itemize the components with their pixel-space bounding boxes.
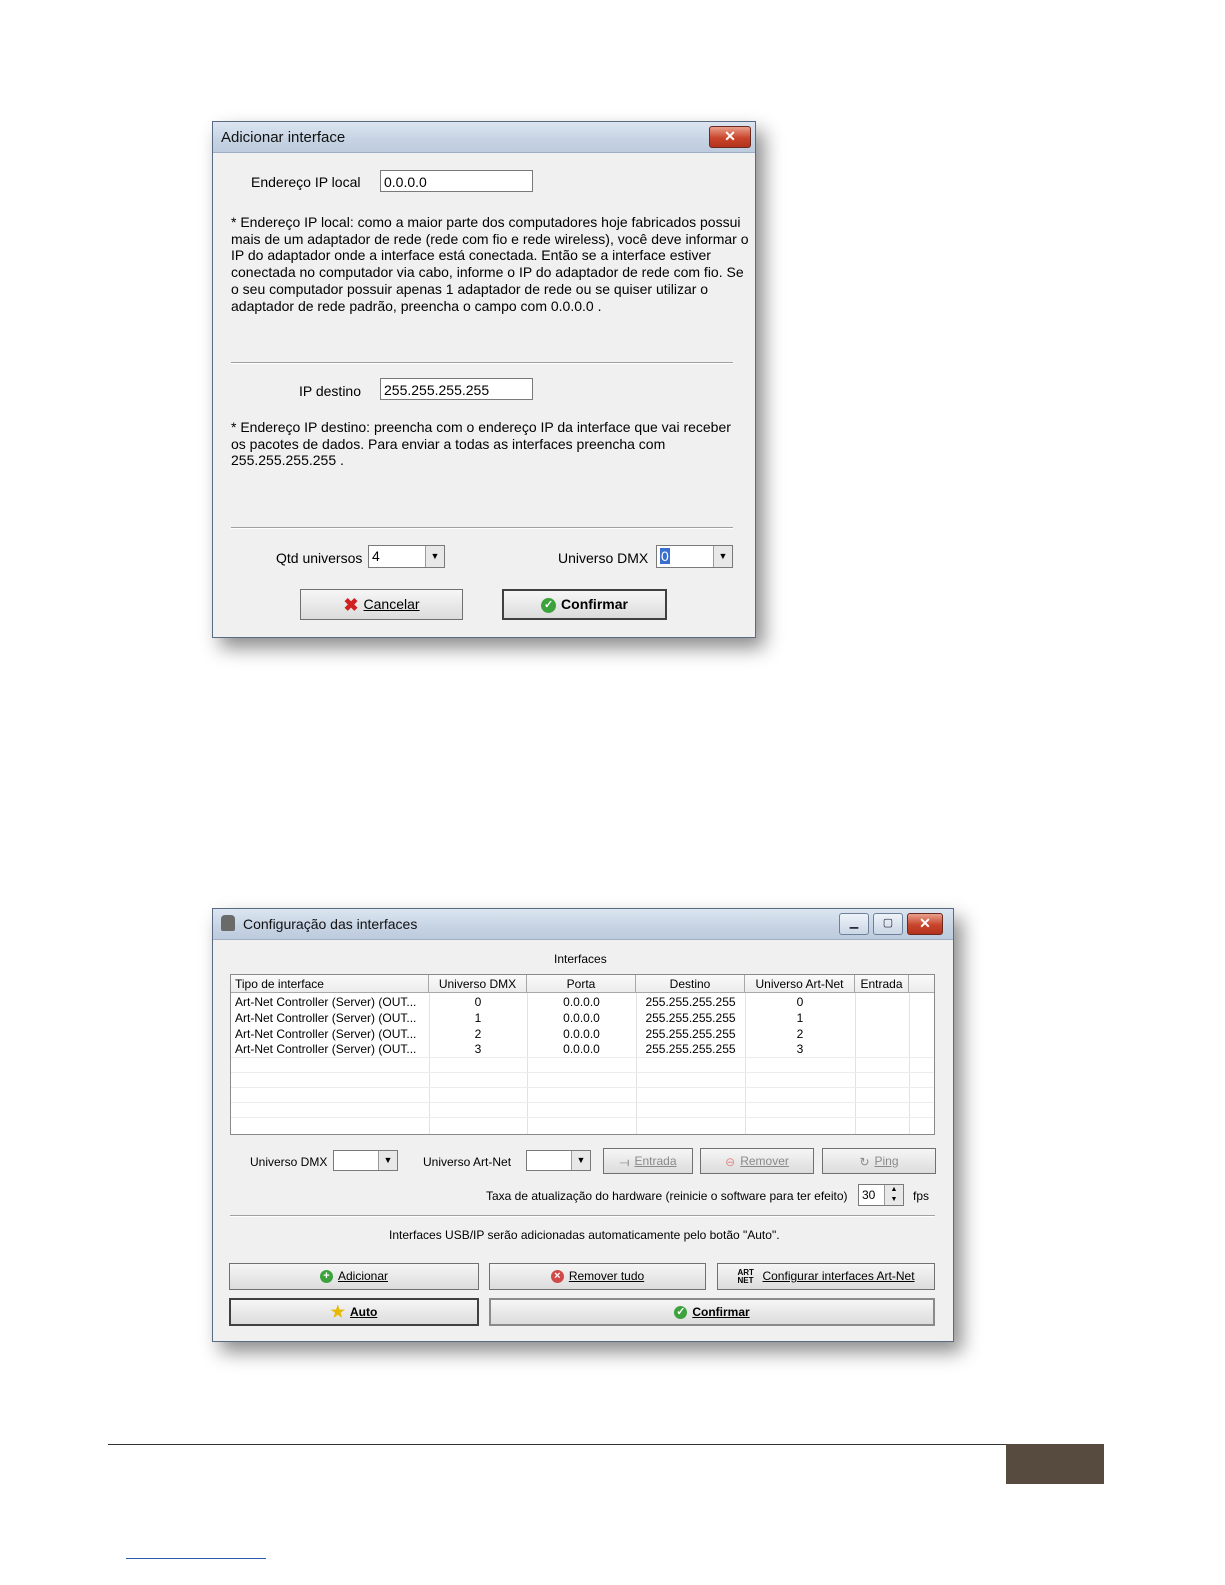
titlebar (213, 909, 953, 940)
cancel-label: Cancelar (363, 596, 420, 612)
artnet-universe-label: Universo Art-Net (423, 1155, 512, 1169)
ping-button[interactable] (822, 1148, 936, 1174)
column-header[interactable]: Universo DMX (429, 975, 527, 993)
cell-destination: 255.255.255.255 (645, 995, 736, 1009)
remover-button[interactable] (700, 1148, 814, 1174)
close-button[interactable]: ✕ (907, 913, 943, 935)
configure-artnet-button[interactable] (717, 1263, 935, 1290)
divider (231, 527, 733, 529)
cell-type: Art-Net Controller (Server) (OUT... (235, 1027, 417, 1041)
cell-destination: 255.255.255.255 (645, 1042, 736, 1056)
close-button[interactable]: ✕ (709, 126, 751, 148)
table-row[interactable] (231, 1011, 935, 1026)
column-header[interactable]: Destino (636, 975, 745, 993)
cell-input (855, 995, 909, 1010)
cell-input (855, 1042, 909, 1057)
refresh-rate-value: 30 (862, 1188, 876, 1202)
universes-select[interactable] (368, 545, 445, 568)
arrow-up-icon[interactable]: ▲ (884, 1185, 903, 1195)
remove-icon: × (551, 1270, 564, 1283)
cell-dmx-universe: 2 (474, 1027, 482, 1041)
grid-line (231, 1102, 934, 1103)
remove-all-label: Remover tudo (568, 1269, 645, 1283)
add-button[interactable] (229, 1263, 479, 1290)
dialog-add-interface (212, 121, 756, 638)
remove-all-button[interactable] (489, 1263, 706, 1290)
table-row[interactable] (231, 995, 935, 1010)
close-icon: ✖ (343, 594, 359, 615)
app-icon (221, 915, 235, 931)
usb-note: Interfaces USB/IP serão adicionadas automaticamente pelo botão "Auto". (389, 1228, 780, 1242)
divider (231, 362, 733, 364)
maximize-button[interactable]: ▢ (873, 913, 903, 935)
dmx-universe-label: Universo DMX (558, 550, 649, 566)
footer-rule (108, 1444, 1008, 1445)
chevron-down-icon[interactable]: ▼ (378, 1151, 397, 1170)
dialog-title: Configuração das interfaces (243, 916, 418, 932)
cell-port: 0.0.0.0 (563, 1027, 600, 1041)
checkmark-icon: ✓ (541, 598, 556, 613)
column-header[interactable]: Porta (527, 975, 636, 993)
titlebar (213, 122, 755, 153)
local-ip-label: Endereço IP local (251, 174, 361, 190)
add-icon: + (320, 1270, 333, 1283)
cell-artnet-universe: 2 (796, 1027, 804, 1041)
dialog-interface-config (212, 908, 954, 1342)
dmx-universe-label: Universo DMX (250, 1155, 328, 1169)
column-header[interactable]: Tipo de interface (231, 975, 429, 993)
section-title: Interfaces (554, 952, 607, 966)
checkmark-icon: ✓ (676, 1306, 686, 1319)
grid-line (231, 1057, 934, 1058)
cancel-button[interactable] (300, 589, 463, 620)
refresh-rate-spinner[interactable] (858, 1184, 904, 1206)
column-header[interactable]: Universo Art-Net (745, 975, 855, 993)
cell-port: 0.0.0.0 (563, 1011, 600, 1025)
entrada-button[interactable] (603, 1148, 693, 1174)
table-row[interactable] (231, 1042, 935, 1057)
configure-artnet-label: Configurar interfaces Art-Net (762, 1269, 915, 1283)
dialog-title: Adicionar interface (221, 129, 346, 146)
fps-label: fps (913, 1189, 930, 1203)
cell-destination: 255.255.255.255 (645, 1027, 736, 1041)
chevron-down-icon[interactable]: ▼ (425, 546, 444, 567)
remover-label: Remover (740, 1154, 789, 1168)
universes-label: Qtd universos (276, 550, 363, 566)
confirm-label: Confirmar (692, 1305, 750, 1319)
cell-port: 0.0.0.0 (563, 995, 600, 1009)
chevron-down-icon[interactable]: ▼ (571, 1151, 590, 1170)
footnote-rule (126, 1558, 266, 1559)
artnet-logo-icon: ART NET (737, 1267, 754, 1285)
cell-artnet-universe: 3 (796, 1042, 804, 1056)
cell-artnet-universe: 1 (796, 1011, 804, 1025)
confirm-button[interactable] (502, 589, 667, 620)
cell-dmx-universe: 3 (474, 1042, 482, 1056)
refresh-icon: ↻ (859, 1154, 870, 1169)
refresh-rate-label: Taxa de atualização do hardware (reinicie o software para ter efeito) (486, 1189, 848, 1203)
cell-port: 0.0.0.0 (563, 1042, 600, 1056)
cell-type: Art-Net Controller (Server) (OUT... (235, 1042, 417, 1056)
interfaces-table[interactable] (230, 974, 935, 1135)
cell-type: Art-Net Controller (Server) (OUT... (235, 995, 417, 1009)
dest-ip-note: * Endereço IP destino: preencha com o endereço IP da interface que vai receber os pacotes de dados. Para enviar a todas as interfaces preencha com 255.255.255.255 . (231, 419, 731, 469)
add-label: Adicionar (337, 1269, 389, 1283)
grid-line (231, 1117, 934, 1118)
dmx-universe-value: 0 (661, 548, 669, 564)
auto-label: Auto (350, 1305, 378, 1319)
chevron-down-icon[interactable]: ▼ (713, 546, 732, 567)
cell-type: Art-Net Controller (Server) (OUT... (235, 1011, 417, 1025)
column-header[interactable]: Entrada (855, 975, 909, 993)
divider (230, 1215, 935, 1217)
connector-icon: ⟞ (619, 1154, 630, 1169)
auto-button[interactable] (229, 1298, 479, 1326)
entrada-label: Entrada (634, 1154, 677, 1168)
star-icon: ★ (330, 1303, 345, 1321)
column-header (909, 975, 935, 993)
cell-dmx-universe: 1 (474, 1011, 482, 1025)
cell-input (855, 1027, 909, 1042)
grid-line (231, 1072, 934, 1073)
grid-line (231, 1087, 934, 1088)
page-number-box (1006, 1444, 1104, 1484)
arrow-down-icon[interactable]: ▼ (884, 1195, 903, 1205)
dmx-universe-select[interactable] (333, 1150, 398, 1171)
dmx-universe-select[interactable] (656, 545, 733, 568)
cell-artnet-universe: 0 (796, 995, 804, 1009)
confirm-label: Confirmar (561, 596, 628, 612)
local-ip-note: * Endereço IP local: como a maior parte dos computadores hoje fabricados possui mais de um adaptador de rede (rede com fio e rede wireless), você deve informar o IP do adaptador onde a interface está conectada. Então se a interface estiver conectada no computador via cabo, informe o IP do adaptador de rede com fio. Se o seu computador possuir apenas 1 adaptador de rede ou se quiser utilizar o adaptador de rede padrão, preencha o campo com 0.0.0.0 . (231, 214, 749, 314)
table-row[interactable] (231, 1027, 935, 1042)
cell-destination: 255.255.255.255 (645, 1011, 736, 1025)
dest-ip-label: IP destino (299, 383, 362, 399)
cell-input (855, 1011, 909, 1026)
confirm-button[interactable] (489, 1298, 935, 1326)
artnet-universe-select[interactable] (526, 1150, 591, 1171)
ping-label: Ping (874, 1154, 899, 1168)
remove-icon: ⊖ (725, 1154, 736, 1169)
local-ip-field[interactable]: 0.0.0.0 (380, 170, 533, 192)
dest-ip-field[interactable]: 255.255.255.255 (380, 378, 533, 400)
minimize-button[interactable]: ▁ (839, 913, 869, 935)
cell-dmx-universe: 0 (474, 995, 482, 1009)
universes-value: 4 (372, 548, 380, 564)
